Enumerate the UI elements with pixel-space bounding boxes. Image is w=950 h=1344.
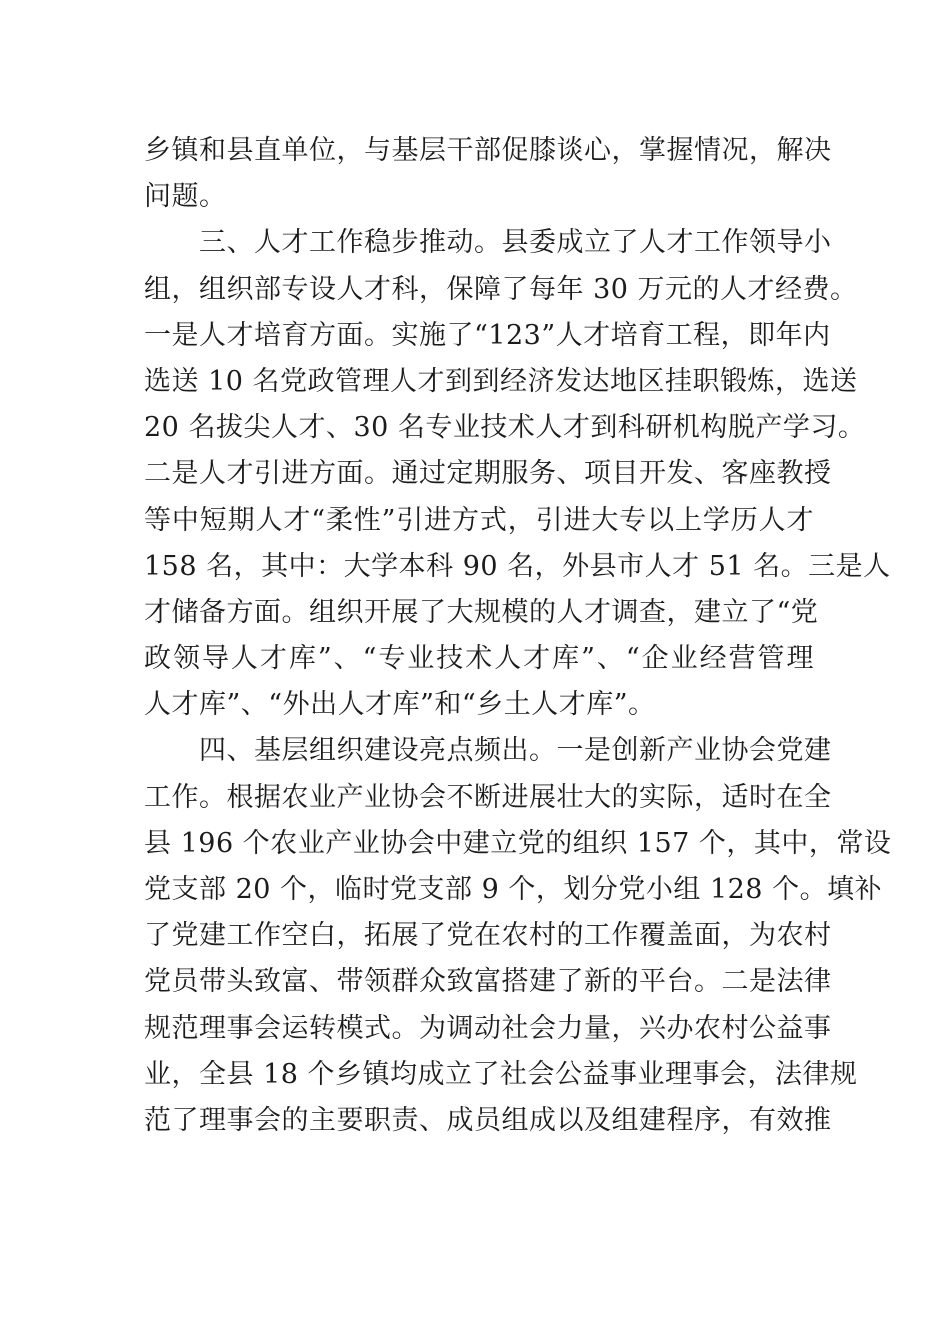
text-line: 158 名，其中：大学本科 90 名，外县市人才 51 名。三是人	[144, 550, 891, 582]
text-line: 二是人才引进方面。通过定期服务、项目开发、客座教授	[144, 458, 832, 490]
text-line: 党支部 20 个，临时党支部 9 个，划分党小组 128 个。填补	[144, 874, 883, 905]
text-line: 规范理事会运转模式。为调动社会力量，兴办农村公益事	[144, 1012, 832, 1044]
paragraph-start-line: 三、人才工作稳步推动。县委成立了人才工作领导小	[144, 227, 832, 259]
text-line: 人才库”、“外出人才库”和“乡土人才库”。	[144, 689, 656, 721]
text-line: 了党建工作空白，拓展了党在农村的工作覆盖面，为农村	[144, 920, 832, 952]
text-line: 范了理事会的主要职责、成员组成以及组建程序，有效推	[144, 1104, 832, 1136]
text-line: 才储备方面。组织开展了大规模的人才调查，建立了“党	[144, 596, 819, 628]
text-line: 乡镇和县直单位，与基层干部促膝谈心，掌握情况，解决	[144, 135, 832, 166]
text-line: 等中短期人才“柔性”引进方式，引进大专以上学历人才	[144, 504, 814, 536]
paragraph-start-line: 四、基层组织建设亮点频出。一是创新产业协会党建	[144, 735, 832, 767]
text-line: 一是人才培育方面。实施了“123”人才培育工程，即年内	[144, 319, 831, 351]
document-text-body	[144, 128, 892, 1144]
text-line: 选送 10 名党政管理人才到到经济发达地区挂职锻炼，选送	[144, 365, 858, 397]
text-line: 组，组织部专设人才科，保障了每年 30 万元的人才经费。	[144, 273, 858, 305]
text-line: 党员带头致富、带领群众致富搭建了新的平台。二是法律	[144, 966, 832, 998]
text-line: 问题。	[144, 181, 227, 213]
text-line: 县 196 个农业产业协会中建立党的组织 157 个，其中，常设	[144, 827, 892, 859]
text-line: 业，全县 18 个乡镇均成立了社会公益事业理事会，法律规	[144, 1058, 858, 1090]
text-line: 20 名拔尖人才、30 名专业技术人才到科研机构脱产学习。	[144, 412, 866, 444]
text-line: 政领导人才库”、“专业技术人才库”、“企业经营管理	[144, 643, 814, 675]
text-line: 工作。根据农业产业协会不断进展壮大的实际，适时在全	[144, 781, 832, 813]
